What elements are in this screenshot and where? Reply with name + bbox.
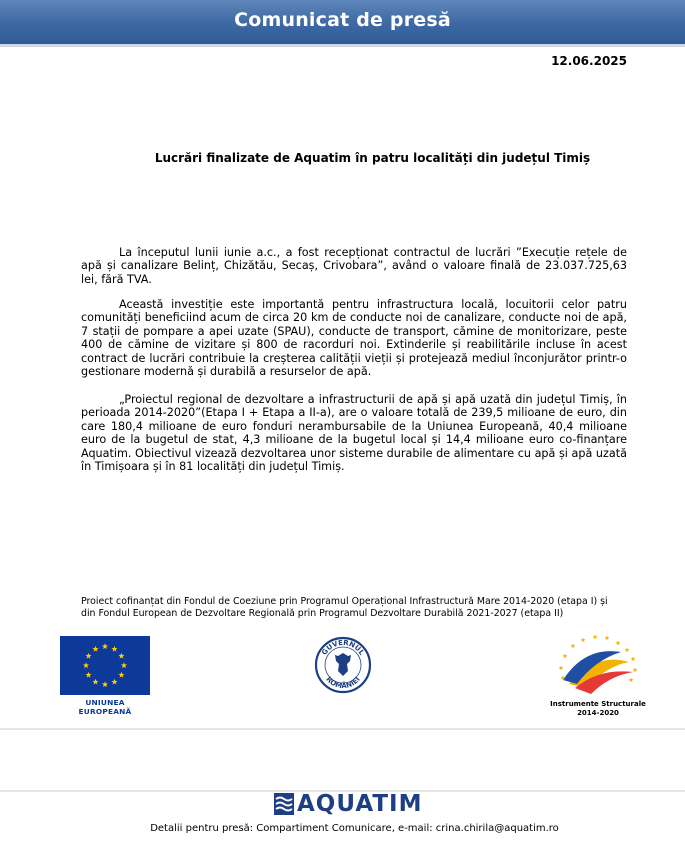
structural-star-icon xyxy=(581,637,586,642)
paragraph-text: La începutul lunii iunie a.c., a fost recepționat contractul de lucrări ”Execuție rețele de apă și canalizare Belinț, Chizătău, Secaș, Crivobara”, având o valoare finală de 23.037.725,63 lei, fără TVA. xyxy=(81,246,627,286)
divider xyxy=(0,728,685,730)
release-date: 12.06.2025 xyxy=(551,54,627,68)
eu-star-icon xyxy=(92,679,98,685)
header-shadow xyxy=(0,44,685,47)
eu-star-icon xyxy=(83,662,89,668)
structural-star-icon xyxy=(629,677,634,682)
structural-star-icon xyxy=(633,667,638,672)
structural-star-icon xyxy=(593,634,598,639)
structural-stars-icon xyxy=(555,632,641,698)
cofinancing-line-1: Proiect cofinanțat din Fondul de Coeziune prin Programul Operațional Infrastructură Mare 2014-2020 (etapa I) și xyxy=(81,596,608,607)
structural-star-icon xyxy=(625,647,630,652)
seal-top-text: GUVERNUL xyxy=(320,638,366,657)
structural-star-icon xyxy=(563,653,568,658)
structural-star-icon xyxy=(559,665,564,670)
headline: Lucrări finalizate de Aquatim în patru localități din județul Timiș xyxy=(154,151,591,165)
cofinancing-line-2: din Fondul European de Dezvoltare Regională prin Programul Dezvoltare Durabilă 2021-2027 (etapa II) xyxy=(81,608,564,619)
structural-star-icon xyxy=(631,656,636,661)
eu-star-icon xyxy=(102,681,108,687)
eu-stars-icon xyxy=(60,636,150,695)
eu-flag-logo xyxy=(60,636,150,695)
aquatim-wordmark: AQUATIM xyxy=(297,791,423,817)
structural-label-line-2: 2014-2020 xyxy=(577,709,619,717)
paragraph-2 xyxy=(81,298,627,378)
eu-star-icon xyxy=(86,672,92,678)
press-contact: Detalii pentru presă: Compartiment Comunicare, e-mail: crina.chirila@aquatim.ro xyxy=(150,823,559,834)
aquatim-emblem-icon xyxy=(274,793,294,815)
header-bar xyxy=(0,0,685,44)
eu-star-icon xyxy=(111,646,117,652)
structural-instruments-logo xyxy=(555,632,641,702)
eu-star-icon xyxy=(118,672,124,678)
eu-star-icon xyxy=(118,653,124,659)
eagle-icon xyxy=(335,653,351,676)
government-seal-logo xyxy=(314,636,372,698)
structural-star-icon xyxy=(605,635,610,640)
paragraph-text: „Proiectul regional de dezvoltare a infrastructurii de apă și apă uzată din județul Timiș, în perioada 2014-2020”(Etapa I + Etapa a II-a), are o valoare totală de 239,5 milioane de euro, din care 180,4 milioane de euro fonduri nerambursabile de la Uniunea Europeană, 40,4 milioane euro de la bugetul de stat, 4,3 milioane de la bugetul local și 14,4 milioane euro co-finanțare Aquatim. Obiectivul vizează dezvoltarea unor sisteme durabile de alimentare cu apă și apă uzată în Timișoara și în 81 localități din județul Timiș. xyxy=(81,393,627,474)
cofinancing-note xyxy=(81,596,641,620)
seal-bottom-text: ROMÂNIEI xyxy=(324,675,362,691)
structural-star-icon xyxy=(616,640,621,645)
eu-star-icon xyxy=(111,679,117,685)
structural-star-icon xyxy=(571,643,576,648)
eu-star-icon xyxy=(102,643,108,649)
paragraph-3 xyxy=(81,393,627,473)
paragraph-1 xyxy=(81,246,627,286)
paragraph-text: Această investiție este importantă pentru infrastructura locală, locuitorii celor patru comunități beneficiind acum de circa 20 km de conducte noi de canalizare, conducte noi de apă, 7 stații de pompare a apei uzate (SPAU), conducte de transport, cămine de monitorizare, peste 400 de cămine de vizitare și 800 de racorduri noi. Extinderile și reabilitările incluse în acest contract de lucrări contribuie la creșterea calității vieții și protejează mediul înconjurător printr-o gestionare modernă și durabilă a resurselor de apă. xyxy=(81,298,627,379)
eu-label: UNIUNEA EUROPEANĂ xyxy=(78,698,132,716)
eu-star-icon xyxy=(92,646,98,652)
page-title: Comunicat de presă xyxy=(234,9,451,31)
structural-label-line-1: Instrumente Structurale xyxy=(550,700,646,708)
eu-star-icon xyxy=(86,653,92,659)
structural-instruments-label xyxy=(538,700,658,718)
aquatim-logo xyxy=(274,791,423,817)
eu-star-icon xyxy=(121,662,127,668)
